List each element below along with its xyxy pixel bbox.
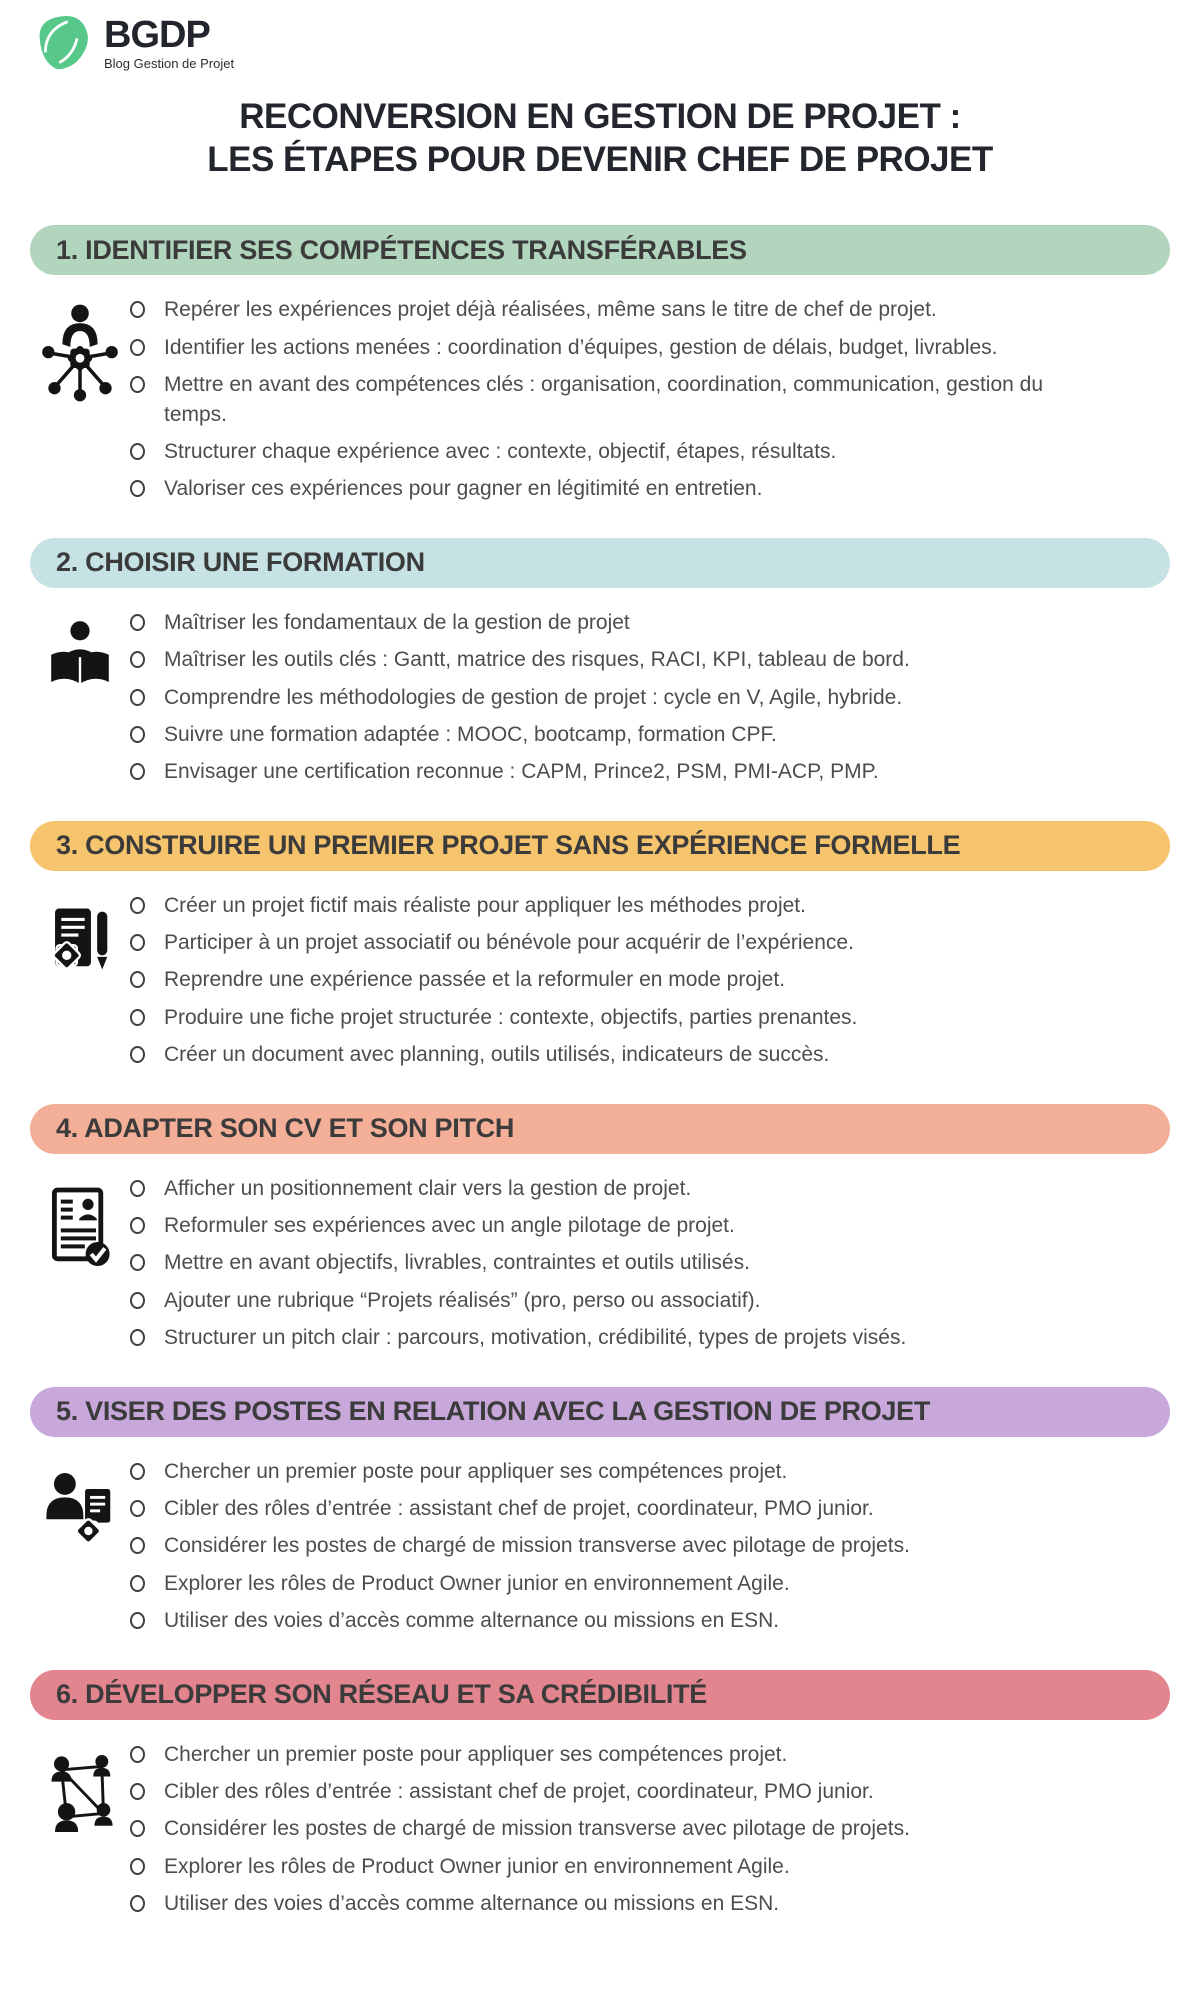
section-1-header: 1. IDENTIFIER SES COMPÉTENCES TRANSFÉRABLES — [30, 225, 1170, 275]
list-item — [130, 1531, 1090, 1560]
list-item — [130, 474, 1090, 503]
page-title-line1: RECONVERSION EN GESTION DE PROJET : — [239, 97, 961, 136]
list-item-text: Envisager une certification reconnue : CAPM, Prince2, PSM, PMI-ACP, PMP. — [164, 760, 879, 784]
list-item-text: Reformuler ses expériences avec un angle pilotage de projet. — [164, 1214, 735, 1238]
bullet-icon — [130, 1463, 145, 1480]
list-item-text: Utiliser des voies d’accès comme alternance ou missions en ESN. — [164, 1892, 780, 1916]
bullet-icon — [130, 614, 145, 631]
logo-abbreviation: BGDP — [104, 14, 210, 56]
bullet-icon — [130, 376, 145, 393]
list-item — [130, 1852, 1090, 1881]
list-item — [130, 1003, 1090, 1032]
bullet-icon — [130, 1858, 145, 1875]
list-item-text: Produire une fiche projet structurée : contexte, objectifs, parties prenantes. — [164, 1005, 858, 1029]
list-item — [130, 1889, 1090, 1918]
bullet-icon — [130, 1292, 145, 1309]
list-item — [130, 1606, 1090, 1635]
section-5-header: 5. VISER DES POSTES EN RELATION AVEC LA GESTION DE PROJET — [30, 1387, 1170, 1437]
section-developper-reseau — [30, 1670, 1170, 1953]
section-adapter-cv — [30, 1104, 1170, 1387]
section-viser-postes — [30, 1387, 1170, 1670]
list-item — [130, 928, 1090, 957]
section-6-header: 6. DÉVELOPPER SON RÉSEAU ET SA CRÉDIBILITÉ — [30, 1670, 1170, 1720]
bullet-icon — [130, 897, 145, 914]
list-item — [130, 757, 1090, 786]
list-item — [130, 965, 1090, 994]
section-3-list — [130, 889, 1090, 1078]
people-network-icon — [30, 1738, 130, 1927]
bullet-icon — [130, 651, 145, 668]
list-item-text: Chercher un premier poste pour appliquer ses compétences projet. — [164, 1459, 788, 1483]
bullet-icon — [130, 763, 145, 780]
list-item-text: Cibler des rôles d’entrée : assistant chef de projet, coordinateur, PMO junior. — [164, 1779, 874, 1803]
list-item — [130, 1457, 1090, 1486]
section-identifier-competences — [30, 225, 1170, 537]
logo — [30, 0, 1170, 74]
list-item — [130, 333, 1090, 362]
list-item-text: Structurer chaque expérience avec : contexte, objectif, étapes, résultats. — [164, 439, 837, 463]
list-item — [130, 1569, 1090, 1598]
bullet-icon — [130, 1575, 145, 1592]
list-item — [130, 1286, 1090, 1315]
list-item-text: Considérer les postes de chargé de mission transverse avec pilotage de projets. — [164, 1534, 910, 1558]
bullet-icon — [130, 301, 145, 318]
page-title-line2: LES ÉTAPES POUR DEVENIR CHEF DE PROJET — [207, 139, 993, 179]
list-item-text: Créer un document avec planning, outils utilisés, indicateurs de succès. — [164, 1043, 830, 1067]
list-item-text: Chercher un premier poste pour appliquer ses compétences projet. — [164, 1742, 788, 1766]
list-item — [130, 370, 1090, 429]
logo-tagline: Blog Gestion de Projet — [104, 56, 235, 71]
page-title — [30, 96, 1170, 181]
list-item — [130, 1740, 1090, 1769]
bullet-icon — [130, 1180, 145, 1197]
leaf-logo-icon — [36, 12, 92, 74]
bullet-icon — [130, 971, 145, 988]
list-item-text: Reprendre une expérience passée et la reformuler en mode projet. — [164, 968, 786, 992]
document-gear-pen-icon — [30, 889, 130, 1078]
bullet-icon — [130, 1009, 145, 1026]
list-item-text: Maîtriser les fondamentaux de la gestion de projet — [164, 610, 630, 634]
person-document-gear-icon — [30, 1455, 130, 1644]
section-2-header: 2. CHOISIR UNE FORMATION — [30, 538, 1170, 588]
bullet-icon — [130, 443, 145, 460]
list-item — [130, 1814, 1090, 1843]
list-item-text: Créer un projet fictif mais réaliste pour appliquer les méthodes projet. — [164, 893, 806, 917]
list-item — [130, 1777, 1090, 1806]
list-item-text: Explorer les rôles de Product Owner junior en environnement Agile. — [164, 1571, 790, 1595]
bullet-icon — [130, 1046, 145, 1063]
list-item-text: Utiliser des voies d’accès comme alternance ou missions en ESN. — [164, 1609, 780, 1633]
bullet-icon — [130, 1254, 145, 1271]
bullet-icon — [130, 1895, 145, 1912]
list-item-text: Repérer les expériences projet déjà réalisées, même sans le titre de chef de projet. — [164, 298, 937, 322]
list-item-text: Ajouter une rubrique “Projets réalisés” (pro, perso ou associatif). — [164, 1288, 761, 1312]
section-3-header: 3. CONSTRUIRE UN PREMIER PROJET SANS EXPÉRIENCE FORMELLE — [30, 821, 1170, 871]
cv-checkmark-icon — [30, 1172, 130, 1361]
bullet-icon — [130, 1537, 145, 1554]
bullet-icon — [130, 1217, 145, 1234]
list-item-text: Mettre en avant des compétences clés : organisation, coordination, communication, gestion du temps. — [164, 373, 1043, 426]
bullet-icon — [130, 480, 145, 497]
bullet-icon — [130, 934, 145, 951]
list-item — [130, 645, 1090, 674]
list-item — [130, 1174, 1090, 1203]
list-item-text: Comprendre les méthodologies de gestion de projet : cycle en V, Agile, hybride. — [164, 685, 903, 709]
list-item-text: Identifier les actions menées : coordination d’équipes, gestion de délais, budget, livrables. — [164, 335, 998, 359]
bullet-icon — [130, 339, 145, 356]
list-item-text: Suivre une formation adaptée : MOOC, bootcamp, formation CPF. — [164, 722, 777, 746]
bullet-icon — [130, 1746, 145, 1763]
list-item — [130, 683, 1090, 712]
bullet-icon — [130, 1329, 145, 1346]
list-item — [130, 1040, 1090, 1069]
section-6-list — [130, 1738, 1090, 1927]
list-item-text: Cibler des rôles d’entrée : assistant chef de projet, coordinateur, PMO junior. — [164, 1496, 874, 1520]
section-4-header: 4. ADAPTER SON CV ET SON PITCH — [30, 1104, 1170, 1154]
list-item-text: Participer à un projet associatif ou bénévole pour acquérir de l’expérience. — [164, 931, 854, 955]
list-item-text: Structurer un pitch clair : parcours, motivation, crédibilité, types de projets visés. — [164, 1326, 907, 1350]
bullet-icon — [130, 1500, 145, 1517]
person-network-gear-icon — [30, 293, 130, 511]
section-choisir-formation — [30, 538, 1170, 821]
list-item — [130, 1494, 1090, 1523]
section-4-list — [130, 1172, 1090, 1361]
list-item-text: Mettre en avant objectifs, livrables, contraintes et outils utilisés. — [164, 1251, 750, 1275]
bullet-icon — [130, 689, 145, 706]
list-item — [130, 437, 1090, 466]
list-item-text: Considérer les postes de chargé de mission transverse avec pilotage de projets. — [164, 1817, 910, 1841]
section-5-list — [130, 1455, 1090, 1644]
bullet-icon — [130, 1612, 145, 1629]
list-item-text: Afficher un positionnement clair vers la gestion de projet. — [164, 1176, 692, 1200]
list-item — [130, 295, 1090, 324]
list-item-text: Valoriser ces expériences pour gagner en légitimité en entretien. — [164, 477, 763, 501]
bullet-icon — [130, 1820, 145, 1837]
list-item — [130, 891, 1090, 920]
bullet-icon — [130, 1783, 145, 1800]
section-1-list — [130, 293, 1090, 511]
list-item — [130, 1323, 1090, 1352]
section-premier-projet — [30, 821, 1170, 1104]
bullet-icon — [130, 726, 145, 743]
list-item — [130, 1211, 1090, 1240]
list-item — [130, 1248, 1090, 1277]
section-2-list — [130, 606, 1090, 795]
list-item-text: Explorer les rôles de Product Owner junior en environnement Agile. — [164, 1854, 790, 1878]
list-item — [130, 608, 1090, 637]
person-reading-book-icon — [30, 606, 130, 795]
list-item — [130, 720, 1090, 749]
list-item-text: Maîtriser les outils clés : Gantt, matrice des risques, RACI, KPI, tableau de bord. — [164, 648, 910, 672]
